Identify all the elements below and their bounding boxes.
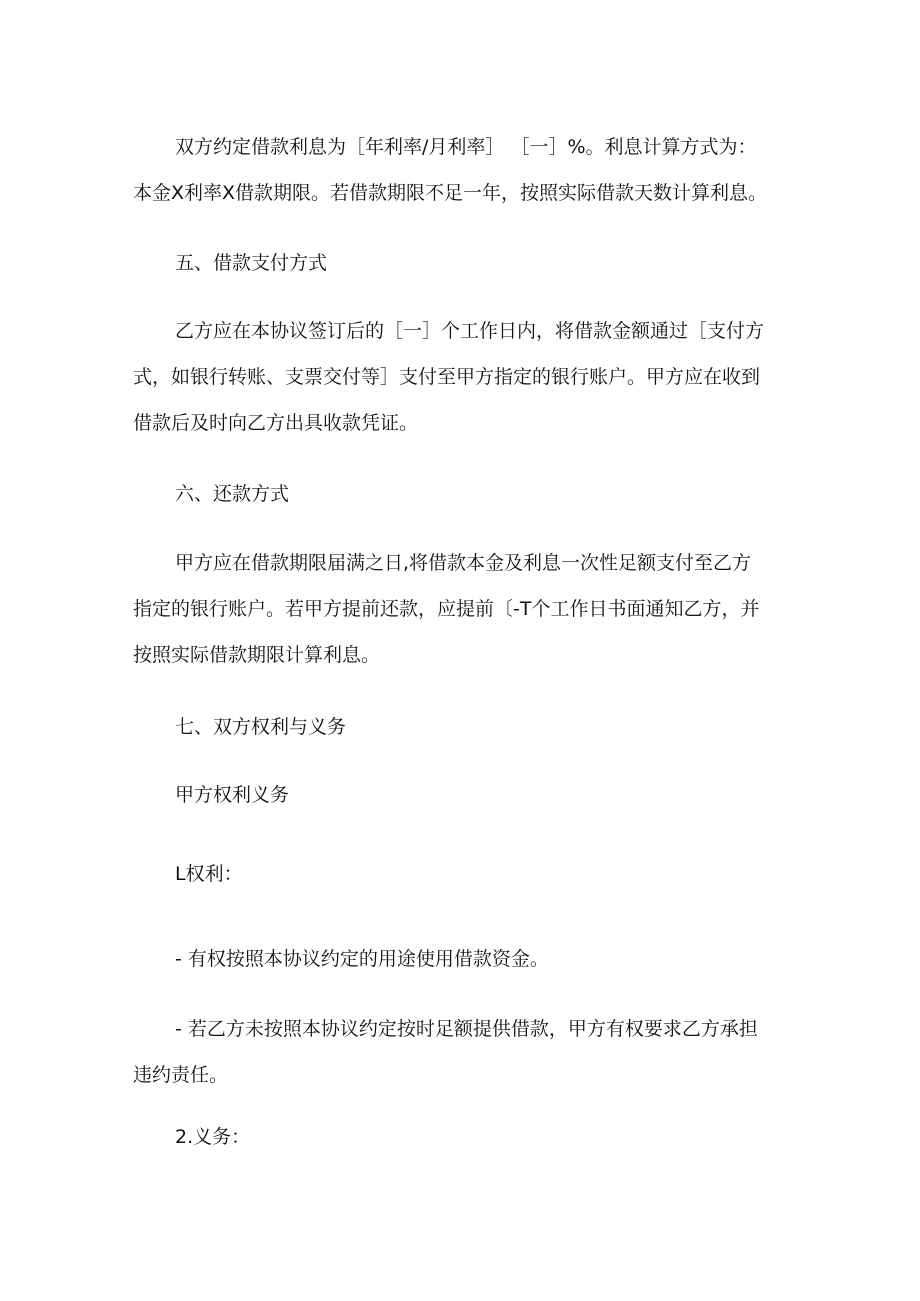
section-heading-rights-obligations bbox=[133, 704, 803, 750]
repayment-paragraph-line-2: 指定的银行账户。若甲方提前还款，应提前〔-T个工作日书面通知乙方，并 bbox=[133, 598, 760, 620]
list-item-right-2 bbox=[133, 1006, 803, 1098]
list-item-right-1-text: - 有权按照本协议约定的用途使用借款资金。 bbox=[175, 948, 549, 970]
list-item-rights-text: L权利： bbox=[175, 863, 243, 885]
list-item-right-1 bbox=[133, 936, 803, 982]
section-heading-repayment-method-text: 六、还款方式 bbox=[175, 483, 290, 505]
interest-paragraph-line-2: 本金X利率X借款期限。若借款期限不足一年，按照实际借款天数计算利息。 bbox=[133, 182, 768, 204]
list-item-obligations bbox=[133, 1114, 803, 1160]
list-item-rights bbox=[133, 851, 803, 897]
section-heading-payment-method-text: 五、借款支付方式 bbox=[175, 252, 328, 274]
payment-paragraph bbox=[133, 308, 803, 446]
sub-heading-party-a bbox=[133, 772, 803, 818]
sub-heading-party-a-text: 甲方权利义务 bbox=[175, 784, 290, 806]
payment-paragraph-line-2: 式，如银行转账、支票交付等］支付至甲方指定的银行账户。甲方应在收到 bbox=[133, 366, 761, 388]
payment-paragraph-line-1: 乙方应在本协议签订后的［一］个工作日内，将借款金额通过［支付方 bbox=[175, 320, 765, 342]
list-item-obligations-text: 2.义务： bbox=[175, 1126, 251, 1148]
section-heading-payment-method bbox=[133, 240, 803, 286]
repayment-paragraph-line-1: 甲方应在借款期限届满之日,将借款本金及利息一次性足额支付至乙方 bbox=[175, 552, 752, 574]
list-item-right-2-line-2: 违约责任。 bbox=[133, 1064, 229, 1086]
interest-paragraph-line-1: 双方约定借款利息为［年利率/月利率］ ［一］%。利息计算方式为： bbox=[175, 136, 757, 158]
payment-paragraph-line-3: 借款后及时向乙方出具收款凭证。 bbox=[133, 412, 419, 434]
repayment-paragraph bbox=[133, 540, 803, 678]
interest-paragraph bbox=[133, 124, 803, 216]
list-item-right-2-line-1: - 若乙方未按照本协议约定按时足额提供借款，甲方有权要求乙方承担 bbox=[175, 1018, 758, 1040]
section-heading-rights-obligations-text: 七、双方权利与义务 bbox=[175, 716, 347, 738]
repayment-paragraph-line-3: 按照实际借款期限计算利息。 bbox=[133, 644, 381, 666]
section-heading-repayment-method bbox=[133, 471, 803, 517]
